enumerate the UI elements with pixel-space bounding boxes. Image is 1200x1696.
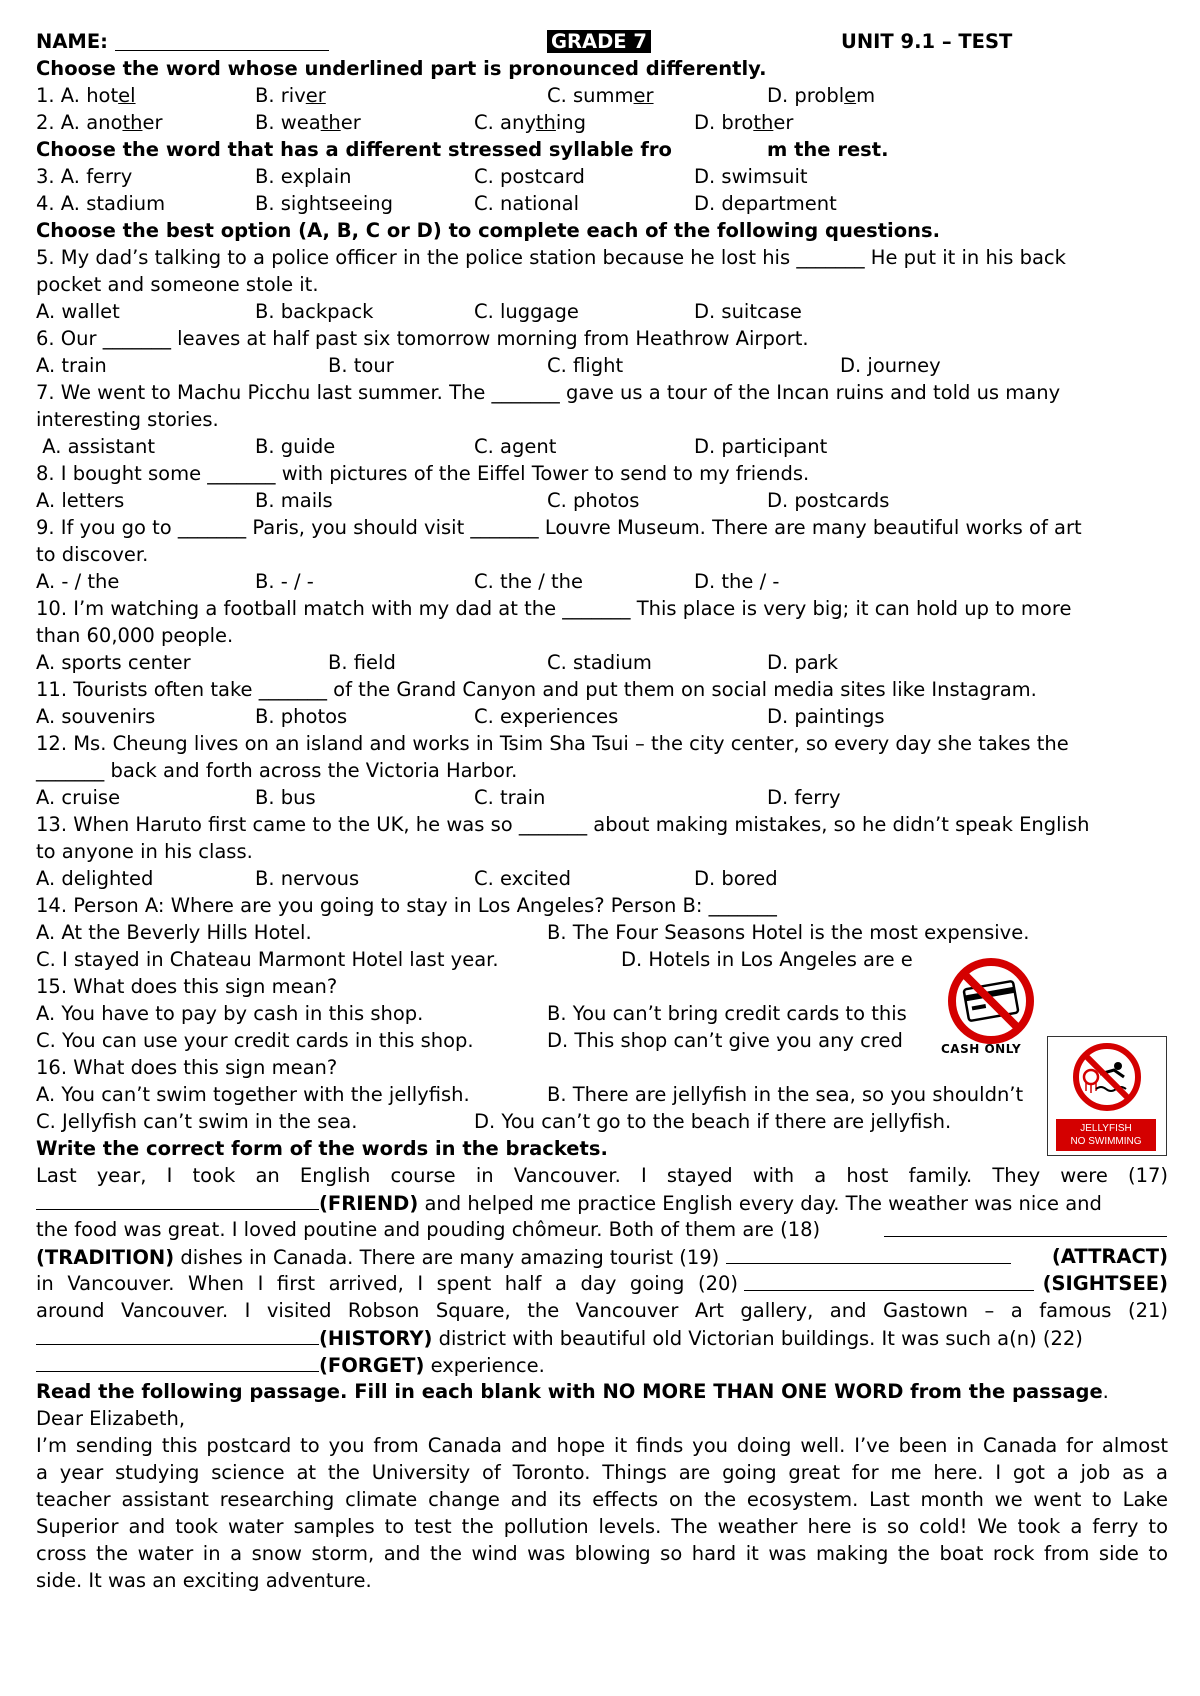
- question-8-text: 8. I bought some _______ with pictures of the Eiffel Tower to send to my friends.: [36, 462, 810, 485]
- unit-title: UNIT 9.1 – TEST: [841, 30, 1013, 53]
- question-10-text: 10. I’m watching a football match with my dad at the _______ This place is very big; it can hold up to more: [36, 597, 1072, 620]
- section1-instruction: Choose the word whose underlined part is pronounced differently.: [36, 57, 767, 80]
- question-6-text: 6. Our _______ leaves at half past six tomorrow morning from Heathrow Airport.: [36, 327, 809, 350]
- word-form-line-2: (FRIEND) and helped me practice English every day. The weather was nice and: [36, 1189, 1168, 1216]
- question-9-text-2: to discover.: [36, 543, 149, 566]
- blank-22[interactable]: [36, 1351, 319, 1372]
- name-label: NAME:: [36, 30, 108, 53]
- question-16-text: 16. What does this sign mean?: [36, 1056, 338, 1079]
- question-14-options-cd: C. I stayed in Chateau Marmont Hotel last year. D. Hotels in Los Angeles are e: [36, 948, 913, 971]
- question-13-text: 13. When Haruto first came to the UK, he was so _______ about making mistakes, so he didn’t speak English: [36, 813, 1090, 836]
- question-14-text: 14. Person A: Where are you going to stay in Los Angeles? Person B: _______: [36, 894, 777, 917]
- question-11-options: A. souvenirs B. photos C. experiences D. paintings: [36, 705, 885, 728]
- question-10-options: A. sports center B. field C. stadium D. park: [36, 651, 839, 674]
- no-swimming-label: NO SWIMMING: [1070, 1136, 1142, 1147]
- question-5-text: 5. My dad’s talking to a police officer in the police station because he lost his _______ He put it in his back: [36, 246, 1066, 269]
- question-14-options-ab: A. At the Beverly Hills Hotel. B. The Four Seasons Hotel is the most expensive.: [36, 921, 1030, 944]
- section5-instruction: Read the following passage. Fill in each blank with NO MORE THAN ONE WORD from the passage.: [36, 1380, 1109, 1403]
- question-13-text-2: to anyone in his class.: [36, 840, 253, 863]
- blank-21[interactable]: [36, 1324, 319, 1345]
- passage-line-5: cross the water in a snow storm, and the wind was blowing so hard it was making the boat rock from side to: [36, 1542, 1168, 1565]
- question-12-options: A. cruise B. bus C. train D. ferry: [36, 786, 841, 809]
- jellyfish-sign: [1047, 1036, 1167, 1156]
- word-form-line-1: Last year, I took an English course in Vancouver. I stayed with a host family. They were (17): [36, 1164, 1168, 1187]
- question-15-text: 15. What does this sign mean?: [36, 975, 338, 998]
- passage-line-3: teacher assistant researching climate change and its effects on the ecosystem. Last month we went to Lake: [36, 1488, 1168, 1511]
- section2-instruction: Choose the word that has a different stressed syllable fro m the rest.: [36, 138, 889, 161]
- word-form-line-5: in Vancouver. When I first arrived, I spent half a day going (20) (SIGHTSEE): [36, 1272, 1168, 1295]
- question-7-options: A. assistant B. guide C. agent D. participant: [36, 435, 828, 458]
- word-form-line-4: (TRADITION) dishes in Canada. There are many amazing tourist (19) (ATTRACT): [36, 1245, 1168, 1269]
- worksheet: [36, 28, 1168, 1594]
- question-7-text: 7. We went to Machu Picchu last summer. The _______ gave us a tour of the Incan ruins and told us many: [36, 381, 1061, 404]
- blank-19[interactable]: [726, 1243, 1011, 1264]
- no-swimming-icon: [1048, 1037, 1166, 1117]
- jellyfish-label: JELLYFISH: [1080, 1123, 1132, 1134]
- blank-17[interactable]: [36, 1189, 319, 1210]
- word-form-line-3: the food was great. I loved poutine and pouding chômeur. Both of them are (18): [36, 1216, 1168, 1243]
- question-15-options-ab: A. You have to pay by cash in this shop. B. You can’t bring credit cards to this: [36, 1002, 907, 1025]
- question-5-options: A. wallet B. backpack C. luggage D. suitcase: [36, 300, 802, 323]
- section3-instruction: Choose the best option (A, B, C or D) to complete each of the following questions.: [36, 219, 940, 242]
- jellyfish-sign-banner: [1056, 1119, 1156, 1151]
- question-13-options: A. delighted B. nervous C. excited D. bored: [36, 867, 778, 890]
- question-4: 4. A. stadium B. sightseeing C. national D. department: [36, 192, 837, 215]
- question-16-options-ab: A. You can’t swim together with the jellyfish. B. There are jellyfish in the sea, so you shouldn’t: [36, 1083, 1024, 1106]
- question-9-text: 9. If you go to _______ Paris, you should visit _______ Louvre Museum. There are many beautiful works of art: [36, 516, 1082, 539]
- question-6-options: A. train B. tour C. flight D. journey: [36, 354, 941, 377]
- question-10-text-2: than 60,000 people.: [36, 624, 234, 647]
- blank-20[interactable]: [744, 1270, 1034, 1291]
- word-form-line-8: (FORGET) experience.: [36, 1351, 1168, 1378]
- word-form-line-6: around Vancouver. I visited Robson Square, the Vancouver Art gallery, and Gastown – a famous (21): [36, 1299, 1168, 1322]
- question-7-text-2: interesting stories.: [36, 408, 219, 431]
- passage-line-2: a year studying science at the University of Toronto. Things are going great for me here. I got a job as a: [36, 1461, 1168, 1484]
- question-2: 2. A. another B. weather C. anything D. brother: [36, 111, 794, 134]
- question-15-options-cd: C. You can use your credit cards in this shop. D. This shop can’t give you any cred: [36, 1029, 903, 1052]
- header: [36, 28, 1168, 55]
- name-blank[interactable]: [115, 28, 329, 51]
- question-12-text-2: _______ back and forth across the Victoria Harbor.: [36, 759, 518, 782]
- question-9-options: A. - / the B. - / - C. the / the D. the / -: [36, 570, 780, 593]
- cash-only-sign: [935, 958, 1045, 1058]
- question-12-text: 12. Ms. Cheung lives on an island and works in Tsim Sha Tsui – the city center, so every day she takes the: [36, 732, 1069, 755]
- question-1: 1. A. hotel B. river C. summer D. problem: [36, 84, 876, 107]
- passage-line-4: Superior and took water samples to test the pollution levels. The weather here is so cold! We took a ferry to: [36, 1515, 1168, 1538]
- passage-line-1: I’m sending this postcard to you from Canada and hope it finds you doing well. I’ve been in Canada for almost: [36, 1434, 1168, 1457]
- blank-18[interactable]: [884, 1216, 1167, 1237]
- cash-only-label: CASH ONLY: [941, 1042, 1022, 1056]
- question-8-options: A. letters B. mails C. photos D. postcards: [36, 489, 890, 512]
- letter-greeting: Dear Elizabeth,: [36, 1407, 186, 1430]
- section4-instruction: Write the correct form of the words in the brackets.: [36, 1137, 608, 1160]
- question-3: 3. A. ferry B. explain C. postcard D. swimsuit: [36, 165, 808, 188]
- question-5-text-2: pocket and someone stole it.: [36, 273, 319, 296]
- question-11-text: 11. Tourists often take _______ of the Grand Canyon and put them on social media sites like Instagram.: [36, 678, 1037, 701]
- word-form-line-7: (HISTORY) district with beautiful old Victorian buildings. It was such a(n) (22): [36, 1324, 1168, 1351]
- passage-line-6: side. It was an exciting adventure.: [36, 1569, 372, 1592]
- question-16-options-cd: C. Jellyfish can’t swim in the sea. D. You can’t go to the beach if there are jellyfish.: [36, 1110, 952, 1133]
- grade-label: GRADE 7: [547, 30, 651, 53]
